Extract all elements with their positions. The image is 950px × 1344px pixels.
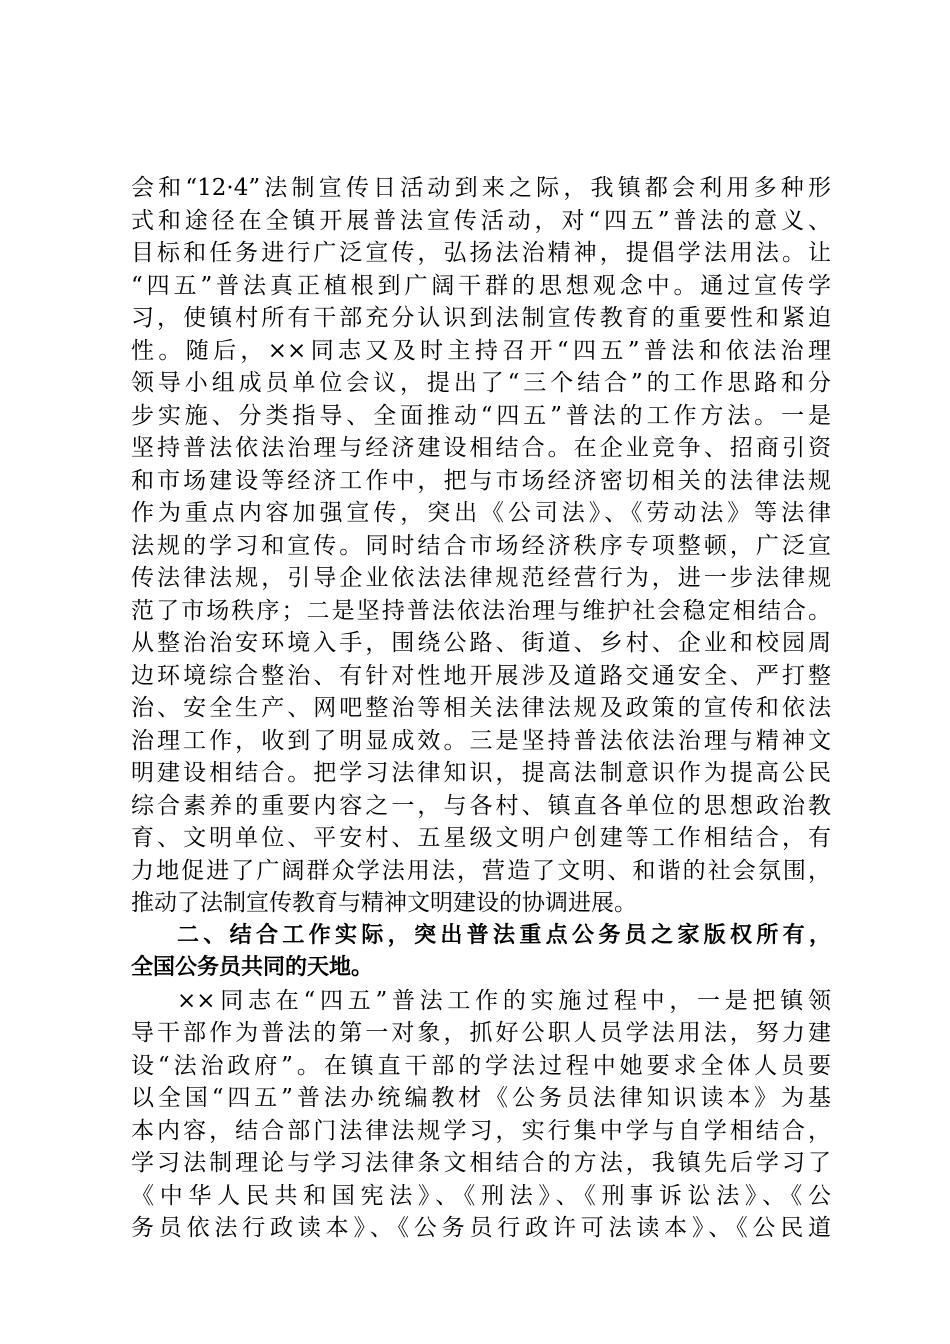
- section-heading: [131, 920, 831, 985]
- paragraph-2: [131, 985, 831, 1245]
- text-line: 坚持普法依法治理与经济建设相结合。在企业竞争、招商引资: [131, 435, 831, 461]
- text-line: ××同志在“四五”普法工作的实施过程中，一是把镇领: [177, 987, 831, 1014]
- text-line: 《中华人民共和国宪法》、《刑法》、《刑事诉讼法》、《公: [131, 1182, 831, 1209]
- text-line: 和市场建设等经济工作中，把与市场经济密切相关的法律法规: [131, 467, 831, 494]
- text-line: 设“法治政府”。在镇直干部的学法过程中她要求全体人员要: [131, 1052, 831, 1079]
- text-line: 明建设相结合。把学习法律知识，提高法制意识作为提高公民: [131, 760, 831, 786]
- heading-line: 二、结合工作实际，突出普法重点公务员之家版权所有，: [177, 922, 831, 948]
- text-line: 法规的学习和宣传。同时结合市场经济秩序专项整顿，广泛宣: [131, 532, 831, 559]
- text-line: 作为重点内容加强宣传，突出《公司法》、《劳动法》等法律: [131, 500, 831, 526]
- text-line: 育、文明单位、平安村、五星级文明户创建等工作相结合，有: [131, 825, 831, 851]
- text-line: 推动了法制宣传教育与精神文明建设的协调进展。: [131, 890, 637, 916]
- text-line: 传法律法规，引导企业依法法律规范经营行为，进一步法律规: [131, 565, 831, 591]
- text-line: 式和途径在全镇开展普法宣传活动，对“四五”普法的意义、: [131, 207, 831, 234]
- text-line: 导干部作为普法的第一对象，抓好公职人员学法用法，努力建: [131, 1020, 831, 1046]
- text-line: 综合素养的重要内容之一，与各村、镇直各单位的思想政治教: [131, 792, 831, 819]
- text-line: 性。随后，××同志又及时主持召开“四五”普法和依法治理: [131, 337, 831, 364]
- heading-line: 全国公务员共同的天地。: [131, 955, 374, 980]
- text-line: 务员依法行政读本》、《公务员行政许可法读本》、《公民道: [131, 1215, 831, 1241]
- text-line: 目标和任务进行广泛宣传，弘扬法治精神，提倡学法用法。让: [131, 240, 831, 266]
- text-line: 以全国“四五”普法办统编教材《公务员法律知识读本》为基: [131, 1085, 831, 1111]
- text-line: 治理工作，收到了明显成效。三是坚持普法依法治理与精神文: [131, 727, 831, 754]
- text-line: 治、安全生产、网吧整治等相关法律法规及政策的宣传和依法: [131, 695, 831, 721]
- text-line: 本内容，结合部门法律法规学习，实行集中学与自学相结合，: [131, 1117, 831, 1144]
- text-line: 范了市场秩序；二是坚持普法依法治理与维护社会稳定相结合。: [131, 597, 831, 624]
- text-line: 会和“12·4”法制宣传日活动到来之际，我镇都会利用多种形: [131, 175, 831, 201]
- text-line: 习，使镇村所有干部充分认识到法制宣传教育的重要性和紧迫: [131, 305, 831, 331]
- text-line: 步实施、分类指导、全面推动“四五”普法的工作方法。一是: [131, 402, 831, 429]
- paragraph-1: [131, 172, 831, 920]
- text-line: 从整治治安环境入手，围绕公路、街道、乡村、企业和校园周: [131, 630, 831, 656]
- document-body: [131, 172, 831, 1245]
- text-line: 力地促进了广阔群众学法用法，营造了文明、和谐的社会氛围，: [131, 857, 831, 884]
- text-line: 学习法制理论与学习法律条文相结合的方法，我镇先后学习了: [131, 1150, 831, 1176]
- text-line: 领导小组成员单位会议，提出了“三个结合”的工作思路和分: [131, 370, 831, 396]
- text-line: 边环境综合整治、有针对性地开展涉及道路交通安全、严打整: [131, 662, 831, 689]
- text-line: “四五”普法真正植根到广阔干群的思想观念中。通过宣传学: [131, 272, 831, 299]
